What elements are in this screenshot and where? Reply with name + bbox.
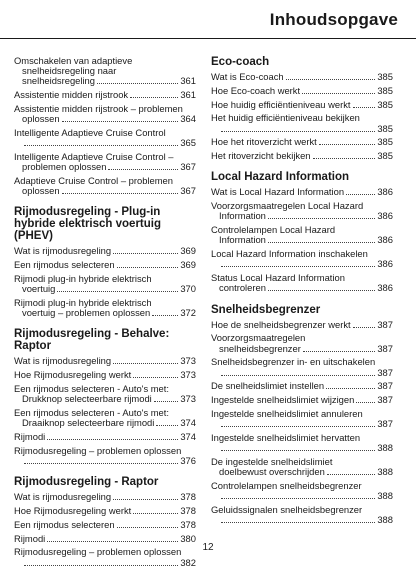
toc-entry[interactable] bbox=[14, 384, 196, 404]
toc-page-number: 388 bbox=[377, 514, 393, 526]
toc-entry-line bbox=[211, 72, 393, 82]
toc-entry-text: Information bbox=[219, 234, 266, 246]
toc-entry-text: Een rijmodus selecteren bbox=[14, 259, 115, 271]
toc-entry-line bbox=[211, 86, 393, 96]
toc-entry-text: voertuig – problemen oplossen bbox=[22, 307, 151, 319]
toc-entry[interactable] bbox=[211, 249, 393, 269]
toc-entry-text: Wat is rijmodusregeling bbox=[14, 491, 112, 503]
toc-entry-text: Assistentie midden rijstrook – problemen bbox=[14, 103, 183, 114]
toc-entry-text: Het huidig efficiëntieniveau bekijken bbox=[211, 112, 360, 124]
leader-dots bbox=[221, 450, 375, 451]
section-heading bbox=[14, 476, 196, 488]
leader-dots bbox=[24, 565, 178, 566]
toc-entry-text: Omschakelen van adaptieve bbox=[14, 55, 133, 66]
toc-entry[interactable] bbox=[211, 225, 393, 245]
toc-page-number: 370 bbox=[180, 283, 196, 295]
toc-page-number: 374 bbox=[180, 431, 196, 442]
toc-entry-line bbox=[14, 394, 196, 404]
toc-page-number: 386 bbox=[377, 186, 393, 198]
toc-page-number: 374 bbox=[180, 417, 196, 429]
toc-entry-line bbox=[14, 138, 196, 148]
toc-entry-line bbox=[211, 381, 393, 391]
toc-entry-line bbox=[211, 395, 393, 405]
toc-entry[interactable] bbox=[211, 320, 393, 330]
leader-dots bbox=[113, 253, 178, 254]
toc-entry[interactable] bbox=[211, 86, 393, 96]
toc-entry-text: Assistentie midden rijstrook bbox=[14, 89, 129, 101]
toc-entry-text: Voorzorgsmaatregelen Local Hazard bbox=[211, 200, 364, 212]
toc-page-number: 387 bbox=[377, 394, 393, 406]
toc-page-number: 361 bbox=[180, 75, 196, 87]
toc-page-number: 378 bbox=[180, 505, 196, 516]
toc-page-number: 387 bbox=[377, 342, 393, 354]
toc-page-number: 378 bbox=[180, 518, 196, 530]
toc-page-number: 387 bbox=[377, 318, 393, 330]
toc-entry[interactable] bbox=[211, 72, 393, 82]
toc-entry-text: Ingestelde snelheidslimiet wijzigen bbox=[211, 394, 355, 406]
toc-page-number: 388 bbox=[377, 442, 393, 454]
toc-page-number: 385 bbox=[377, 84, 393, 96]
toc-entry-line bbox=[14, 76, 196, 86]
toc-entry-text: Een rijmodus selecteren - Auto's met: bbox=[14, 407, 169, 418]
toc-entry-text: doelbewust overschrijden bbox=[219, 466, 325, 478]
toc-page-number: 372 bbox=[180, 307, 196, 319]
toc-entry[interactable] bbox=[14, 90, 196, 100]
toc-page-number: 386 bbox=[377, 258, 393, 270]
toc-entry-line bbox=[211, 515, 393, 525]
toc-entry-line bbox=[211, 124, 393, 134]
toc-page-number: 385 bbox=[377, 122, 393, 134]
toc-page-number: 385 bbox=[377, 136, 393, 148]
toc-entry-text: Voorzorgsmaatregelen bbox=[211, 332, 306, 344]
leader-dots bbox=[113, 363, 178, 364]
toc-entry[interactable] bbox=[14, 492, 196, 502]
toc-entry-text: Het ritoverzicht bekijken bbox=[211, 150, 311, 162]
toc-page-number: 386 bbox=[377, 210, 393, 222]
leader-dots bbox=[117, 267, 179, 268]
toc-entry[interactable] bbox=[14, 370, 196, 380]
toc-entry-text: Wat is Eco-coach bbox=[211, 71, 284, 82]
section-heading-line: Eco-coach bbox=[211, 56, 270, 68]
leader-dots bbox=[108, 169, 178, 170]
toc-entry-text: Controlelampen Local Hazard bbox=[211, 224, 336, 236]
toc-entry-line bbox=[14, 246, 196, 256]
toc-entry-line bbox=[14, 90, 196, 100]
leader-dots bbox=[286, 79, 376, 80]
toc-page-number: 378 bbox=[180, 491, 196, 503]
toc-entry[interactable] bbox=[211, 409, 393, 429]
toc-page-number: 386 bbox=[377, 234, 393, 246]
section-heading-line: Rijmodusregeling - Behalve: bbox=[14, 328, 170, 341]
toc-entry-line bbox=[211, 344, 393, 354]
toc-entry-line bbox=[14, 456, 196, 466]
toc-entry-text: Draaiknop selecteerbare rijmodi bbox=[22, 417, 155, 429]
toc-entry[interactable] bbox=[211, 433, 393, 453]
toc-entry-text: Adaptieve Cruise Control – problemen bbox=[14, 175, 173, 186]
toc-entry-text: Local Hazard Information inschakelen bbox=[211, 248, 368, 260]
leader-dots bbox=[62, 193, 179, 194]
toc-entry[interactable] bbox=[14, 104, 196, 124]
toc-entry-line bbox=[211, 368, 393, 378]
toc-entry-text: De snelheidslimiet instellen bbox=[211, 380, 325, 392]
toc-entry-line bbox=[14, 418, 196, 428]
toc-entry-text: voertuig bbox=[22, 283, 56, 295]
toc-page-number: 373 bbox=[180, 355, 196, 367]
leader-dots bbox=[221, 266, 375, 267]
toc-entry-text: Rijmodi plug-in hybride elektrisch bbox=[14, 297, 152, 308]
toc-entry[interactable] bbox=[211, 481, 393, 501]
toc-page-number: 385 bbox=[377, 150, 393, 162]
toc-entry[interactable] bbox=[14, 246, 196, 256]
toc-entry-text: controleren bbox=[219, 282, 266, 294]
toc-page-number: 361 bbox=[180, 89, 196, 101]
toc-page-number: 380 bbox=[180, 532, 196, 544]
toc-page-number: 385 bbox=[377, 71, 393, 82]
toc-entry-text: snelheidsbegrenzer bbox=[219, 342, 301, 354]
toc-entry-text: Hoe huidig efficiëntieniveau werkt bbox=[211, 98, 351, 110]
toc-entry-line bbox=[14, 186, 196, 196]
toc-entry-text: Een rijmodus selecteren - Auto's met: bbox=[14, 383, 169, 394]
leader-dots bbox=[356, 402, 375, 403]
toc-page-number: 369 bbox=[180, 259, 196, 271]
toc-entry-line bbox=[14, 162, 196, 172]
toc-entry-line bbox=[211, 211, 393, 221]
toc-entry[interactable] bbox=[211, 201, 393, 221]
toc-entry-line bbox=[14, 432, 196, 442]
leader-dots bbox=[113, 499, 178, 500]
leader-dots bbox=[319, 144, 376, 145]
leader-dots bbox=[117, 527, 179, 528]
toc-entry-text: problemen oplossen bbox=[22, 161, 107, 173]
toc-entry[interactable] bbox=[211, 113, 393, 133]
toc-entry[interactable] bbox=[211, 357, 393, 377]
toc-entry[interactable] bbox=[14, 56, 196, 87]
toc-page-number: 373 bbox=[180, 369, 196, 381]
toc-entry-line bbox=[14, 506, 196, 516]
toc-entry[interactable] bbox=[14, 432, 196, 442]
toc-entry[interactable] bbox=[211, 151, 393, 161]
page-title: Inhoudsopgave bbox=[269, 10, 398, 29]
leader-dots bbox=[353, 327, 376, 328]
leader-dots bbox=[353, 107, 376, 108]
toc-page-number: 387 bbox=[377, 418, 393, 430]
toc-entry-text: Wat is rijmodusregeling bbox=[14, 245, 112, 257]
toc-entry[interactable] bbox=[211, 273, 393, 293]
leader-dots bbox=[327, 474, 376, 475]
toc-entry-text: Wat is Local Hazard Information bbox=[211, 186, 345, 198]
toc-entry[interactable] bbox=[211, 505, 393, 525]
toc-entry-text: Intelligente Adaptieve Cruise Control bbox=[14, 127, 166, 138]
toc-entry-line bbox=[14, 520, 196, 530]
section-heading-line: Raptor bbox=[14, 340, 52, 353]
leader-dots bbox=[97, 83, 178, 84]
toc-entry-text: oplossen bbox=[22, 185, 60, 197]
toc-entry[interactable] bbox=[211, 457, 393, 477]
toc-entry-text: snelheidsregeling bbox=[22, 75, 95, 87]
toc-entry-text: Rijmodusregeling – problemen oplossen bbox=[14, 546, 182, 558]
toc-entry[interactable] bbox=[211, 333, 393, 353]
leader-dots bbox=[152, 315, 178, 316]
toc-entry-line bbox=[14, 260, 196, 270]
toc-entry-text: snelheidsregeling naar bbox=[22, 65, 117, 77]
toc-entry-line bbox=[14, 558, 196, 568]
leader-dots bbox=[133, 513, 178, 514]
toc-entry-text: Rijmodusregeling – problemen oplossen bbox=[14, 444, 182, 456]
toc-entry-text: Hoe Eco-coach werkt bbox=[211, 84, 301, 96]
toc-entry[interactable] bbox=[14, 506, 196, 516]
toc-page-number: 364 bbox=[180, 113, 196, 125]
toc-entry[interactable] bbox=[14, 128, 196, 148]
toc-entry-line bbox=[211, 151, 393, 161]
toc-page-number: 373 bbox=[180, 393, 196, 405]
toc-right-column bbox=[211, 56, 393, 529]
section-heading-line: Rijmodusregeling - Plug-in bbox=[14, 206, 161, 219]
toc-entry-text: Intelligente Adaptieve Cruise Control – bbox=[14, 151, 174, 162]
leader-dots bbox=[302, 93, 375, 94]
leader-dots bbox=[221, 375, 375, 376]
section-heading-line: (PHEV) bbox=[14, 230, 53, 243]
toc-entry-line bbox=[211, 259, 393, 269]
toc-page-number: 387 bbox=[377, 366, 393, 378]
toc-entry-line bbox=[211, 137, 393, 147]
page-number: 12 bbox=[202, 542, 214, 553]
toc-entry-line bbox=[211, 100, 393, 110]
toc-entry-text: Ingestelde snelheidslimiet annuleren bbox=[211, 407, 363, 419]
leader-dots bbox=[268, 290, 375, 291]
toc-entry-line bbox=[14, 114, 196, 124]
toc-entry-line bbox=[211, 320, 393, 330]
toc-page-number: 386 bbox=[377, 282, 393, 294]
toc-entry[interactable] bbox=[14, 260, 196, 270]
toc-entry[interactable] bbox=[211, 100, 393, 110]
leader-dots bbox=[326, 388, 375, 389]
section-heading bbox=[14, 206, 196, 242]
toc-entry-line bbox=[14, 370, 196, 380]
toc-entry-line bbox=[211, 235, 393, 245]
toc-entry-text: Ingestelde snelheidslimiet hervatten bbox=[211, 431, 361, 443]
leader-dots bbox=[313, 158, 376, 159]
toc-entry-text: Snelheidsbegrenzer in- en uitschakelen bbox=[211, 356, 376, 368]
leader-dots bbox=[133, 377, 178, 378]
section-heading-line: Snelheidsbegrenzer bbox=[211, 303, 321, 316]
section-heading-line: Local Hazard Information bbox=[211, 171, 350, 184]
toc-entry-text: De ingestelde snelheidslimiet bbox=[211, 455, 333, 467]
toc-entry[interactable] bbox=[14, 356, 196, 366]
leader-dots bbox=[47, 439, 178, 440]
leader-dots bbox=[268, 242, 375, 243]
section-heading bbox=[14, 328, 196, 352]
toc-entry-line bbox=[211, 283, 393, 293]
toc-entry-line bbox=[14, 492, 196, 502]
toc-entry[interactable] bbox=[14, 274, 196, 294]
toc-entry-text: Geluidssignalen snelheidsbegrenzer bbox=[211, 503, 363, 515]
leader-dots bbox=[57, 291, 178, 292]
toc-entry-line bbox=[14, 356, 196, 366]
toc-entry-text: Hoe Rijmodusregeling werkt bbox=[14, 505, 132, 516]
leader-dots bbox=[221, 426, 375, 427]
leader-dots bbox=[221, 131, 375, 132]
toc-page-number: 367 bbox=[180, 185, 196, 197]
toc-entry[interactable] bbox=[14, 298, 196, 318]
toc-entry[interactable] bbox=[14, 408, 196, 428]
leader-dots bbox=[24, 145, 178, 146]
leader-dots bbox=[62, 121, 179, 122]
toc-entry[interactable] bbox=[211, 137, 393, 147]
toc-entry-line bbox=[211, 467, 393, 477]
toc-entry-line bbox=[14, 284, 196, 294]
toc-entry-line bbox=[14, 308, 196, 318]
toc-entry-text: Rijmodi bbox=[14, 431, 46, 442]
toc-page-number: 385 bbox=[377, 98, 393, 110]
section-heading-line: hybride elektrisch voertuig bbox=[14, 218, 161, 231]
toc-entry-text: Drukknop selecteerbare rijmodi bbox=[22, 393, 152, 405]
toc-page-number: 369 bbox=[180, 245, 196, 257]
leader-dots bbox=[154, 401, 179, 402]
toc-entry-line bbox=[211, 187, 393, 197]
toc-page-number: 365 bbox=[180, 137, 196, 149]
toc-entry-line bbox=[211, 419, 393, 429]
toc-entry-text: Controlelampen snelheidsbegrenzer bbox=[211, 479, 362, 491]
section-heading bbox=[211, 56, 393, 68]
leader-dots bbox=[221, 498, 375, 499]
toc-page-number: 388 bbox=[377, 490, 393, 502]
toc-entry[interactable] bbox=[14, 520, 196, 530]
toc-entry[interactable] bbox=[211, 187, 393, 197]
toc-entry-text: Een rijmodus selecteren bbox=[14, 518, 115, 530]
leader-dots bbox=[268, 218, 375, 219]
leader-dots bbox=[130, 97, 178, 98]
toc-entry[interactable] bbox=[14, 152, 196, 172]
toc-entry-text: Hoe Rijmodusregeling werkt bbox=[14, 369, 132, 381]
toc-entry-text: oplossen bbox=[22, 113, 60, 125]
toc-entry-line bbox=[211, 443, 393, 453]
section-heading bbox=[211, 304, 393, 316]
leader-dots bbox=[156, 425, 178, 426]
toc-entry-line bbox=[211, 491, 393, 501]
toc-entry-text: Rijmodi plug-in hybride elektrisch bbox=[14, 273, 152, 284]
toc-entry-text: Hoe de snelheidsbegrenzer werkt bbox=[211, 318, 351, 330]
toc-entry[interactable] bbox=[14, 176, 196, 196]
section-heading-line: Rijmodusregeling - Raptor bbox=[14, 476, 159, 489]
toc-left-column bbox=[14, 56, 196, 571]
toc-entry-text: Information bbox=[219, 210, 266, 222]
toc-entry-text: Hoe het ritoverzicht werkt bbox=[211, 136, 317, 148]
section-heading bbox=[211, 171, 393, 183]
toc-entry[interactable] bbox=[211, 395, 393, 405]
leader-dots bbox=[24, 463, 178, 464]
leader-dots bbox=[346, 194, 375, 195]
toc-entry-text: Status Local Hazard Information bbox=[211, 272, 345, 284]
toc-page-number: 382 bbox=[180, 556, 196, 568]
toc-entry[interactable] bbox=[14, 446, 196, 466]
toc-page-number: 387 bbox=[377, 380, 393, 392]
toc-entry[interactable] bbox=[211, 381, 393, 391]
toc-page-number: 388 bbox=[377, 466, 393, 478]
toc-entry-text: Rijmodi bbox=[14, 532, 46, 544]
leader-dots bbox=[221, 522, 375, 523]
toc-entry-text: Wat is rijmodusregeling bbox=[14, 355, 112, 367]
leader-dots bbox=[303, 351, 376, 352]
toc-page-number: 367 bbox=[180, 161, 196, 173]
toc-page-number: 376 bbox=[180, 455, 196, 466]
page-header bbox=[0, 0, 416, 39]
